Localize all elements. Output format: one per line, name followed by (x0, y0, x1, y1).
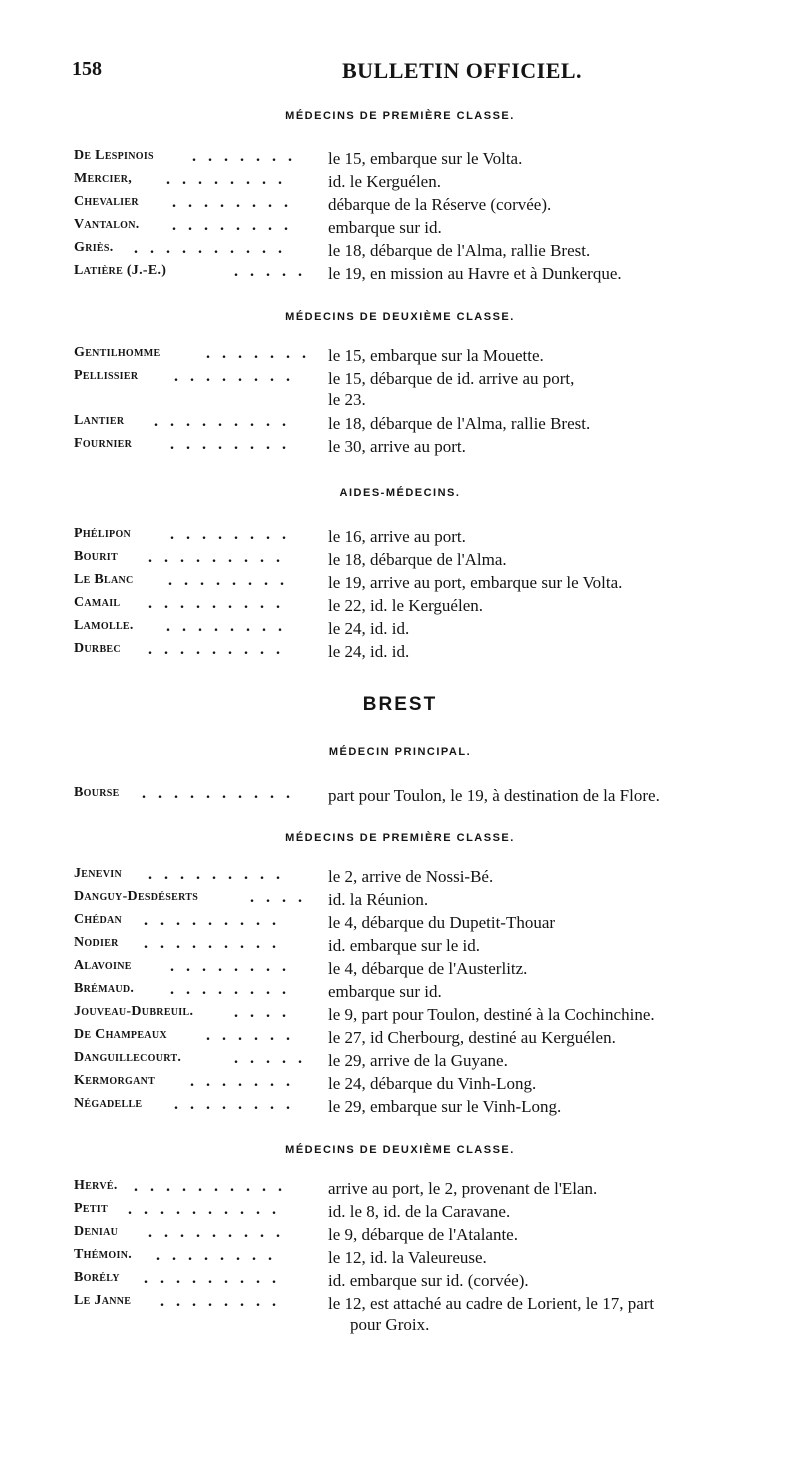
leader-dots: . . . . (234, 1004, 290, 1021)
entry-text: le 18, débarque de l'Alma, rallie Brest. (328, 414, 591, 433)
entry-row (74, 240, 774, 264)
entry-name: Chevalier (74, 194, 139, 209)
leader-dots: . . . . . . . (190, 1073, 294, 1090)
entry-name: Alavoine (74, 958, 132, 973)
page-number: 158 (72, 58, 102, 80)
entry-row (74, 368, 774, 412)
section-heading: MÉDECINS DE PREMIÈRE CLASSE. (285, 110, 515, 122)
entry-name: Fournier (74, 436, 133, 451)
entry-name: Bourit (74, 549, 118, 564)
entry-text: embarque sur id. (328, 218, 442, 237)
entry-row (74, 1073, 774, 1097)
leader-dots: . . . . . . . . . (144, 912, 280, 929)
leader-dots: . . . . . . . (206, 345, 310, 362)
entry-name: Le Janne (74, 1293, 132, 1308)
entry-text: id. embarque sur id. (corvée). (328, 1271, 529, 1290)
entry-row (74, 595, 774, 619)
entry-text (328, 368, 776, 410)
leader-dots: . . . . . . . . . (148, 641, 284, 658)
entry-row (74, 1247, 774, 1271)
entry-text: le 12, id. la Valeureuse. (328, 1248, 487, 1267)
entry-name: Bourse (74, 785, 120, 800)
section-heading: MÉDECINS DE DEUXIÈME CLASSE. (285, 1144, 515, 1156)
leader-dots: . . . . . . . . (172, 194, 292, 211)
leader-dots: . . . . . . . . (166, 618, 286, 635)
entry-text: le 2, arrive de Nossi-Bé. (328, 867, 494, 886)
entry-row (74, 1224, 774, 1248)
entry-text: le 16, arrive au port. (328, 527, 466, 546)
entry-text-line: le 15, débarque de id. arrive au port, (328, 369, 575, 388)
entry-text: le 9, part pour Toulon, destiné à la Cochinchine. (328, 1005, 655, 1024)
entry-row (74, 1027, 774, 1051)
entry-text: le 19, en mission au Havre et à Dunkerque. (328, 264, 622, 283)
entry-row (74, 981, 774, 1005)
entry-name: Thémoin. (74, 1247, 133, 1262)
entry-text-line: le 12, est attaché au cadre de Lorient, le 17, part (328, 1294, 655, 1313)
entry-row (74, 1178, 774, 1202)
entry-row (74, 958, 774, 982)
entry-name: Lamolle. (74, 618, 134, 633)
entry-name: Nodier (74, 935, 119, 950)
entry-text: le 15, embarque sur le Volta. (328, 149, 523, 168)
entry-text-continuation: le 23. (328, 390, 366, 409)
entry-name: Petit (74, 1201, 108, 1216)
entry-text: id. la Réunion. (328, 890, 429, 909)
entry-name: Mercier, (74, 171, 133, 186)
leader-dots: . . . . . . . . . (154, 413, 290, 430)
entry-text-continuation: pour Groix. (350, 1315, 430, 1334)
section-heading: MÉDECINS DE PREMIÈRE CLASSE. (285, 832, 515, 844)
entry-row (74, 572, 774, 596)
entry-row (74, 263, 774, 287)
leader-dots: . . . . (250, 889, 306, 906)
entry-text: id. embarque sur le id. (328, 936, 481, 955)
entry-name: Vantalon. (74, 217, 140, 232)
entry-row (74, 1293, 774, 1337)
entry-row (74, 785, 774, 809)
entry-text: le 9, débarque de l'Atalante. (328, 1225, 518, 1244)
entry-name: Jouveau-Dubreuil. (74, 1004, 194, 1019)
entry-name: Pellissier (74, 368, 139, 383)
entry-text: le 15, embarque sur la Mouette. (328, 346, 544, 365)
entry-name: Latière (J.-E.) (74, 263, 167, 278)
entry-text: le 27, id Cherbourg, destiné au Kerguélen. (328, 1028, 616, 1047)
entry-row (74, 1096, 774, 1120)
entry-text (328, 1293, 776, 1335)
entry-name: Deniau (74, 1224, 119, 1239)
entry-text: débarque de la Réserve (corvée). (328, 195, 552, 214)
entry-row (74, 345, 774, 369)
entry-text: le 24, id. id. (328, 619, 410, 638)
entry-row (74, 866, 774, 890)
leader-dots: . . . . . . . . . (144, 935, 280, 952)
entry-row (74, 889, 774, 913)
leader-dots: . . . . . . (206, 1027, 294, 1044)
entry-row (74, 1201, 774, 1225)
entry-name: Borély (74, 1270, 120, 1285)
entry-row (74, 194, 774, 218)
entry-text: le 24, débarque du Vinh-Long. (328, 1074, 537, 1093)
entry-text: id. le Kerguélen. (328, 172, 441, 191)
entry-name: Durbec (74, 641, 121, 656)
entry-name: Kermorgant (74, 1073, 156, 1088)
entry-row (74, 935, 774, 959)
running-title: BULLETIN OFFICIEL. (342, 58, 583, 83)
entry-text: le 24, id. id. (328, 642, 410, 661)
section-heading: MÉDECIN PRINCIPAL. (328, 746, 472, 758)
entry-row (74, 618, 774, 642)
entry-name: Gentilhomme (74, 345, 161, 360)
entry-row (74, 1270, 774, 1294)
leader-dots: . . . . . . . . (174, 1096, 294, 1113)
leader-dots: . . . . . . . . . (144, 1270, 280, 1287)
section-heading: MÉDECINS DE DEUXIÈME CLASSE. (285, 311, 515, 323)
entry-text: le 18, débarque de l'Alma, rallie Brest. (328, 241, 591, 260)
leader-dots: . . . . . . . . . . (134, 240, 286, 257)
leader-dots: . . . . . . . . . (148, 595, 284, 612)
leader-dots: . . . . . (234, 1050, 306, 1067)
entry-name: Griès. (74, 240, 114, 255)
leader-dots: . . . . . . . . (170, 981, 290, 998)
leader-dots: . . . . . . . . . . (142, 785, 294, 802)
entry-name: Chédan (74, 912, 123, 927)
leader-dots: . . . . . . . . . . (128, 1201, 280, 1218)
leader-dots: . . . . . . . . (170, 436, 290, 453)
entry-row (74, 1050, 774, 1074)
entry-text: le 18, débarque de l'Alma. (328, 550, 507, 569)
leader-dots: . . . . . . . . (168, 572, 288, 589)
entry-row (74, 217, 774, 241)
leader-dots: . . . . . . . . (172, 217, 292, 234)
entry-row (74, 912, 774, 936)
entry-name: Brémaud. (74, 981, 135, 996)
entry-row (74, 148, 774, 172)
leader-dots: . . . . . . . . (170, 958, 290, 975)
entry-name: Danguillecourt. (74, 1050, 182, 1065)
entry-name: Lantier (74, 413, 125, 428)
leader-dots: . . . . . (234, 263, 306, 280)
leader-dots: . . . . . . . . . . (134, 1178, 286, 1195)
entry-text: le 29, embarque sur le Vinh-Long. (328, 1097, 562, 1116)
entry-name: Le Blanc (74, 572, 134, 587)
entry-text: le 22, id. le Kerguélen. (328, 596, 484, 615)
leader-dots: . . . . . . . (192, 148, 296, 165)
section-heading: AIDES-MÉDECINS. (339, 487, 461, 499)
leader-dots: . . . . . . . . . (148, 866, 284, 883)
entry-text: le 19, arrive au port, embarque sur le Volta. (328, 573, 623, 592)
entry-name: Camail (74, 595, 121, 610)
leader-dots: . . . . . . . . (160, 1293, 280, 1310)
entry-name: Danguy-Desdéserts (74, 889, 199, 904)
entry-text: part pour Toulon, le 19, à destination de la Flore. (328, 786, 660, 805)
entry-text-line: le 4, débarque du Dupetit-Thouar (328, 913, 556, 932)
leader-dots: . . . . . . . . (166, 171, 286, 188)
entry-text: id. le 8, id. de la Caravane. (328, 1202, 511, 1221)
entry-row (74, 1004, 774, 1028)
entry-row (74, 413, 774, 437)
entry-row (74, 171, 774, 195)
leader-dots: . . . . . . . . (174, 368, 294, 385)
entry-text (328, 912, 776, 933)
leader-dots: . . . . . . . . . (148, 549, 284, 566)
entry-text: le 30, arrive au port. (328, 437, 466, 456)
entry-name: Jenevin (74, 866, 122, 881)
entry-name: De Lespinois (74, 148, 154, 163)
entry-row (74, 436, 774, 460)
entry-text: le 4, débarque de l'Austerlitz. (328, 959, 528, 978)
page-header (72, 58, 752, 88)
entry-name: Phélipon (74, 526, 132, 541)
entry-name: Hervé. (74, 1178, 118, 1193)
entry-text: arrive au port, le 2, provenant de l'Elan. (328, 1179, 598, 1198)
leader-dots: . . . . . . . . . (148, 1224, 284, 1241)
entry-text: embarque sur id. (328, 982, 442, 1001)
leader-dots: . . . . . . . . (170, 526, 290, 543)
entry-name: Négadelle (74, 1096, 143, 1111)
leader-dots: . . . . . . . . (156, 1247, 276, 1264)
entry-name: De Champeaux (74, 1027, 167, 1042)
entry-row (74, 641, 774, 665)
entry-row (74, 526, 774, 550)
city-heading: BREST (362, 694, 438, 715)
entry-text: le 29, arrive de la Guyane. (328, 1051, 508, 1070)
entry-row (74, 549, 774, 573)
